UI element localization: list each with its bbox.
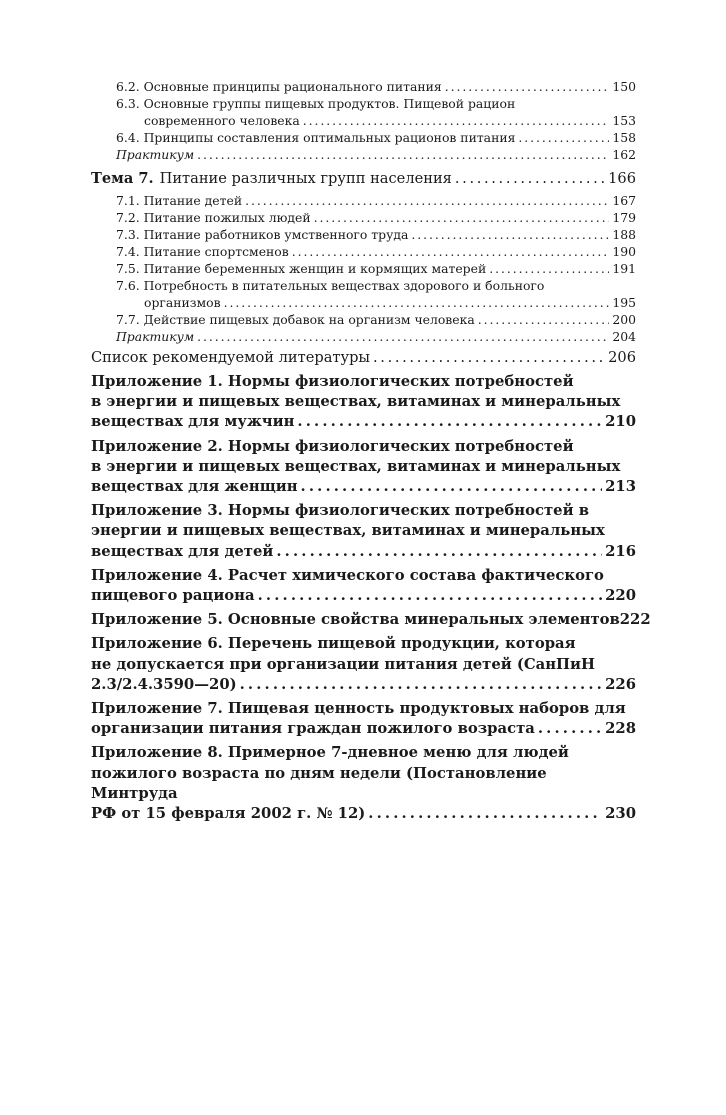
dot-leader bbox=[301, 477, 603, 497]
entry-title-line: 6.3. Основные группы пищевых продуктов. Пищевой рацион bbox=[116, 96, 516, 111]
entry-title: веществах для женщин bbox=[91, 478, 298, 496]
toc-entry-6-2[interactable] bbox=[116, 78, 636, 95]
entry-title-line: не допускается при организации питания детей (СанПиН bbox=[91, 655, 595, 673]
entry-title-line: Приложение 7. Пищевая ценность продуктовых наборов для bbox=[91, 700, 626, 718]
page-number: 222 bbox=[619, 611, 651, 629]
page-number: 162 bbox=[612, 147, 636, 162]
toc-entry-appendix-8[interactable] bbox=[91, 743, 636, 824]
dot-leader bbox=[292, 243, 610, 260]
section-7-items bbox=[91, 192, 636, 345]
page-number: 230 bbox=[605, 805, 636, 823]
entry-title: Список рекомендуемой литературы bbox=[91, 349, 371, 366]
page-number: 220 bbox=[605, 587, 636, 605]
page-number: 179 bbox=[612, 210, 636, 225]
toc-entry-7-4[interactable] bbox=[116, 243, 636, 260]
page-number: 153 bbox=[612, 113, 636, 128]
toc-entry-theme-7[interactable] bbox=[91, 169, 636, 189]
entry-title-line: в энергии и пищевых веществах, витаминах и минеральных bbox=[91, 457, 621, 475]
toc-entry-appendix-2[interactable] bbox=[91, 437, 636, 498]
entry-title: 7.3. Питание работников умственного труда bbox=[116, 227, 409, 242]
page-number: 206 bbox=[608, 349, 636, 366]
toc-entry-7-6[interactable] bbox=[91, 277, 636, 311]
entry-title-line: Приложение 3. Нормы физиологических потребностей в bbox=[91, 502, 589, 520]
dot-leader bbox=[314, 209, 610, 226]
dot-leader bbox=[445, 78, 610, 95]
entry-title: 2.3/2.4.3590—20) bbox=[91, 675, 237, 693]
entry-title: 7.7. Действие пищевых добавок на организм человека bbox=[116, 312, 475, 327]
toc-entry-6-3[interactable] bbox=[91, 95, 636, 129]
entry-title: 7.1. Питание детей bbox=[116, 193, 243, 208]
dot-leader bbox=[276, 542, 602, 562]
entry-title-line: 7.6. Потребность в питательных веществах здорового и больного bbox=[116, 278, 545, 293]
toc-entry-appendix-5[interactable] bbox=[91, 610, 651, 630]
toc-entry-7-5[interactable] bbox=[116, 260, 636, 277]
page-number: 188 bbox=[612, 227, 636, 242]
toc-entry-practicum-7[interactable] bbox=[116, 328, 636, 345]
page-number: 167 bbox=[612, 193, 636, 208]
toc-entry-appendix-7[interactable] bbox=[91, 699, 636, 739]
dot-leader bbox=[373, 347, 605, 368]
entry-title-line: Приложение 2. Нормы физиологических потребностей bbox=[91, 437, 574, 455]
entry-last-line bbox=[91, 542, 636, 562]
page-number: 195 bbox=[612, 295, 636, 310]
section-6-items bbox=[91, 78, 636, 163]
toc-entry-practicum-6[interactable] bbox=[116, 146, 636, 163]
page-number: 204 bbox=[612, 329, 636, 344]
entry-title: 6.4. Принципы составления оптимальных рационов питания bbox=[116, 130, 516, 145]
toc-entry-7-7[interactable] bbox=[116, 311, 636, 328]
entry-title: 7.2. Питание пожилых людей bbox=[116, 210, 311, 225]
dot-leader bbox=[518, 129, 609, 146]
dot-leader bbox=[538, 719, 602, 739]
entry-last-line bbox=[91, 675, 636, 695]
toc-entry-6-4[interactable] bbox=[116, 129, 636, 146]
entry-title: веществах для мужчин bbox=[91, 413, 295, 431]
dot-leader bbox=[368, 804, 602, 824]
dot-leader bbox=[478, 311, 610, 328]
page-number: 213 bbox=[605, 478, 636, 496]
entry-title: организации питания граждан пожилого возраста bbox=[91, 720, 535, 738]
entry-last-line bbox=[91, 804, 636, 824]
page-number: 228 bbox=[605, 720, 636, 738]
dot-leader bbox=[240, 675, 602, 695]
toc-entry-7-1[interactable] bbox=[116, 192, 636, 209]
table-of-contents bbox=[91, 78, 651, 824]
toc-entry-bibliography[interactable] bbox=[91, 347, 636, 368]
entry-last-line bbox=[91, 586, 636, 606]
page-number: 191 bbox=[612, 261, 636, 276]
entry-title: веществах для детей bbox=[91, 542, 274, 560]
entry-title: 6.2. Основные принципы рационального питания bbox=[116, 79, 442, 94]
page-number: 216 bbox=[605, 542, 636, 560]
entry-last-line bbox=[91, 477, 636, 497]
entry-title: 7.5. Питание беременных женщин и кормящих матерей bbox=[116, 261, 487, 276]
toc-entry-appendix-6[interactable] bbox=[91, 634, 636, 695]
toc-entry-appendix-1[interactable] bbox=[91, 372, 636, 433]
page-number: 200 bbox=[612, 312, 636, 327]
entry-title: пищевого рациона bbox=[91, 587, 255, 605]
entry-title-line: в энергии и пищевых веществах, витаминах и минеральных bbox=[91, 393, 621, 411]
entry-last-line bbox=[91, 412, 636, 432]
entry-title: Приложение 5. Основные свойства минеральных элементов bbox=[91, 611, 620, 629]
dot-leader bbox=[489, 260, 609, 277]
toc-entry-appendix-3[interactable] bbox=[91, 501, 636, 562]
dot-leader bbox=[245, 192, 609, 209]
theme-title: Питание различных групп населения bbox=[159, 170, 452, 187]
page-number: 210 bbox=[605, 413, 636, 431]
entry-last-line bbox=[91, 719, 636, 739]
page-number: 166 bbox=[608, 170, 636, 187]
entry-title-line: пожилого возраста по дням недели (Постановление Минтруда bbox=[91, 764, 547, 802]
entry-title-line: Приложение 1. Нормы физиологических потребностей bbox=[91, 373, 574, 390]
page-number: 158 bbox=[612, 130, 636, 145]
entry-last-line bbox=[144, 112, 636, 129]
entry-title-line: энергии и пищевых веществах, витаминах и минеральных bbox=[91, 522, 605, 540]
entry-title-line: Приложение 8. Примерное 7-дневное меню для людей bbox=[91, 744, 569, 762]
toc-entry-appendix-4[interactable] bbox=[91, 566, 636, 606]
entry-last-line bbox=[91, 610, 651, 630]
entry-title: современного человека bbox=[144, 113, 300, 128]
dot-leader bbox=[297, 412, 602, 432]
entry-title-line: Приложение 6. Перечень пищевой продукции, которая bbox=[91, 635, 576, 653]
dot-leader bbox=[303, 112, 610, 129]
toc-entry-7-3[interactable] bbox=[116, 226, 636, 243]
dot-leader bbox=[224, 294, 610, 311]
page-number: 150 bbox=[612, 79, 636, 94]
dot-leader bbox=[411, 226, 609, 243]
entry-title-line: Приложение 4. Расчет химического состава фактического bbox=[91, 566, 604, 584]
theme-label: Тема 7. bbox=[91, 170, 154, 187]
entry-title: РФ от 15 февраля 2002 г. № 12) bbox=[91, 805, 366, 823]
entry-title: Практикум bbox=[116, 147, 195, 162]
entry-title: 7.4. Питание спортсменов bbox=[116, 244, 289, 259]
page-number: 190 bbox=[612, 244, 636, 259]
dot-leader bbox=[197, 146, 609, 163]
entry-title: организмов bbox=[144, 295, 221, 310]
toc-entry-7-2[interactable] bbox=[116, 209, 636, 226]
entry-last-line bbox=[144, 294, 636, 311]
dot-leader bbox=[258, 586, 603, 606]
dot-leader bbox=[455, 169, 605, 189]
entry-title: Практикум bbox=[116, 329, 195, 344]
page-number: 226 bbox=[605, 675, 636, 693]
dot-leader bbox=[197, 328, 609, 345]
